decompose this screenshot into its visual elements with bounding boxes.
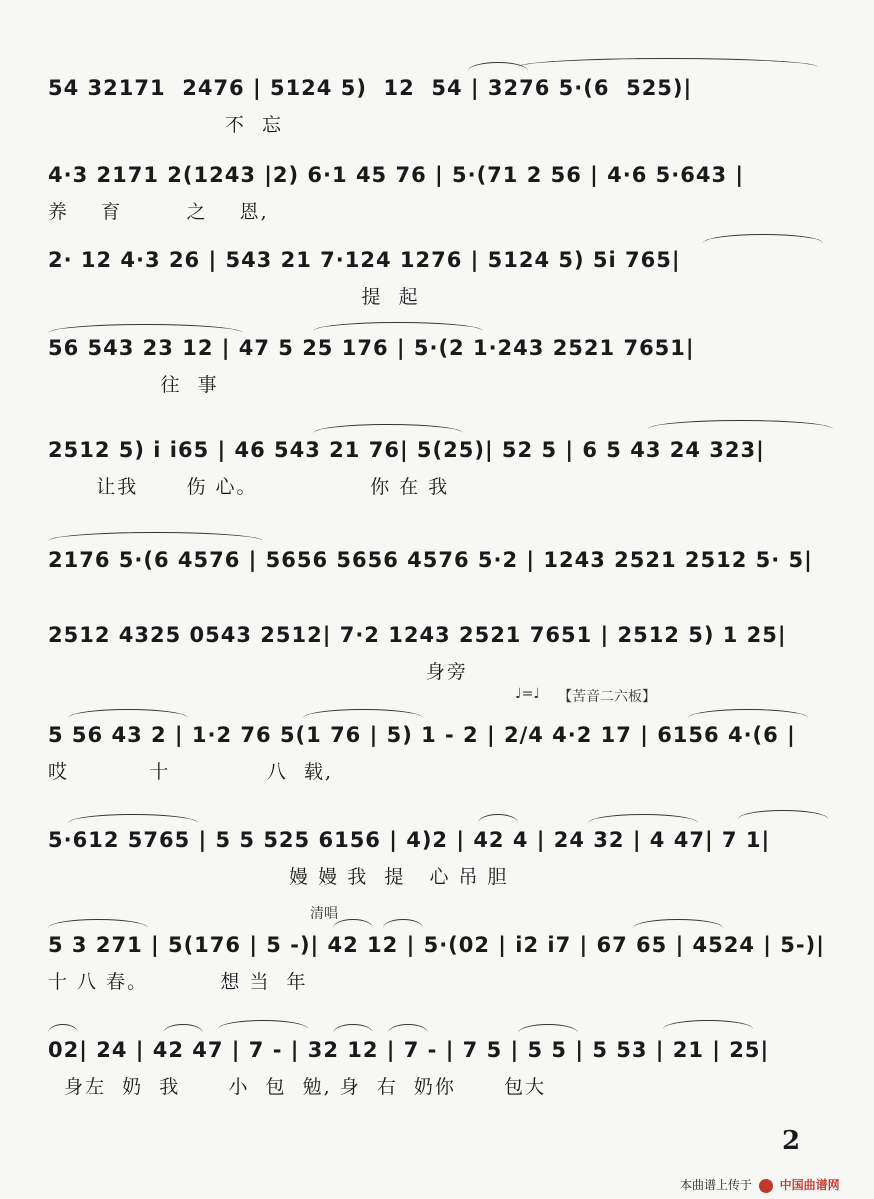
tempo-mark: ♩=♩ [515,686,540,702]
lyrics-line: 身左 奶 我 小 包 勉, 身 右 奶你 包大 [48,1076,547,1098]
qingchang-mark: 清唱 [310,906,338,922]
slur [518,1024,578,1033]
slur [333,919,373,928]
slur [48,532,263,541]
notes-line: 2· 12 4·3 26 | 543 21 7·124 1276 | 5124 5) 5i 765| [48,248,681,272]
slur [663,1020,753,1029]
lyrics-line: 让我 伤 心。 你 在 我 [48,476,450,498]
slur [68,814,198,823]
slur [518,58,818,67]
slur [738,810,828,819]
notes-line: 2176 5·(6 4576 | 5656 5656 4576 5·2 | 1243 2521 2512 5· 5| [48,548,813,572]
lyrics-line: 哎 十 八 载, [48,761,398,783]
slur [588,814,698,823]
notes-line: 5 3 271 | 5(176 | 5 -)| 42 12 | 5·(02 | i2 i7 | 67 65 | 4524 | 5-)| [48,933,825,957]
slur [48,919,148,928]
notes-line: 2512 5) i i65 | 46 543 21 76| 5(25)| 52 5 | 6 5 43 24 323| [48,438,765,462]
lyrics-line: 身旁 [48,661,468,683]
lyrics-line: 提 起 [48,286,420,308]
slur [48,324,243,333]
slur [333,1024,373,1033]
lyrics-line: 养 育 之 恩, [48,201,390,223]
notes-line: 56 543 23 12 | 47 5 25 176 | 5·(2 1·243 2521 7651| [48,336,695,360]
notes-line: 4·3 2171 2(1243 |2) 6·1 45 76 | 5·(71 2 56 | 4·6 5·643 | [48,163,745,187]
slur [218,1020,308,1029]
site-logo-icon [759,1179,773,1193]
lyrics-line: 不 忘 [48,114,283,136]
lyrics-line: 十 八 春。 想 当 年 [48,971,308,993]
slur [648,420,833,429]
slur [688,709,808,718]
notes-line: 5·612 5765 | 5 5 525 6156 | 4)2 | 42 4 | 24 32 | 4 47| 7 1| [48,828,771,852]
slur [163,1024,203,1033]
slur [48,1024,78,1033]
page-number: 2 [782,1126,801,1156]
lyrics-line: 嫚 嫚 我 提 心 吊 胆 [48,866,509,888]
footer-site-name: 中国曲谱网 [779,1178,840,1192]
lyrics-line [48,582,838,612]
slur [68,709,188,718]
notes-line: 54 32171 2476 | 5124 5) 12 54 | 3276 5·(6 525)| [48,76,693,100]
section-marker: 【苦音二六板】 [558,689,656,705]
slur [478,814,518,823]
slur [313,424,463,433]
notes-line: 5 56 43 2 | 1·2 76 5(1 76 | 5) 1 - 2 | 2/4 4·2 17 | 6156 4·(6 | [48,723,796,747]
slur [383,919,423,928]
footer-uploaded-text: 本曲谱上传于 [680,1178,753,1192]
lyrics-line: 往 事 [48,374,219,396]
notes-line: 02| 24 | 42 47 | 7 - | 32 12 | 7 - | 7 5 | 5 5 | 5 53 | 21 | 25| [48,1038,770,1062]
slur [303,709,423,718]
slur [633,919,723,928]
slur [703,234,823,243]
slur [313,322,483,331]
notes-line: 2512 4325 0543 2512| 7·2 1243 2521 7651 | 2512 5) 1 25| [48,623,787,647]
footer-watermark [680,1176,840,1193]
slur [388,1024,428,1033]
